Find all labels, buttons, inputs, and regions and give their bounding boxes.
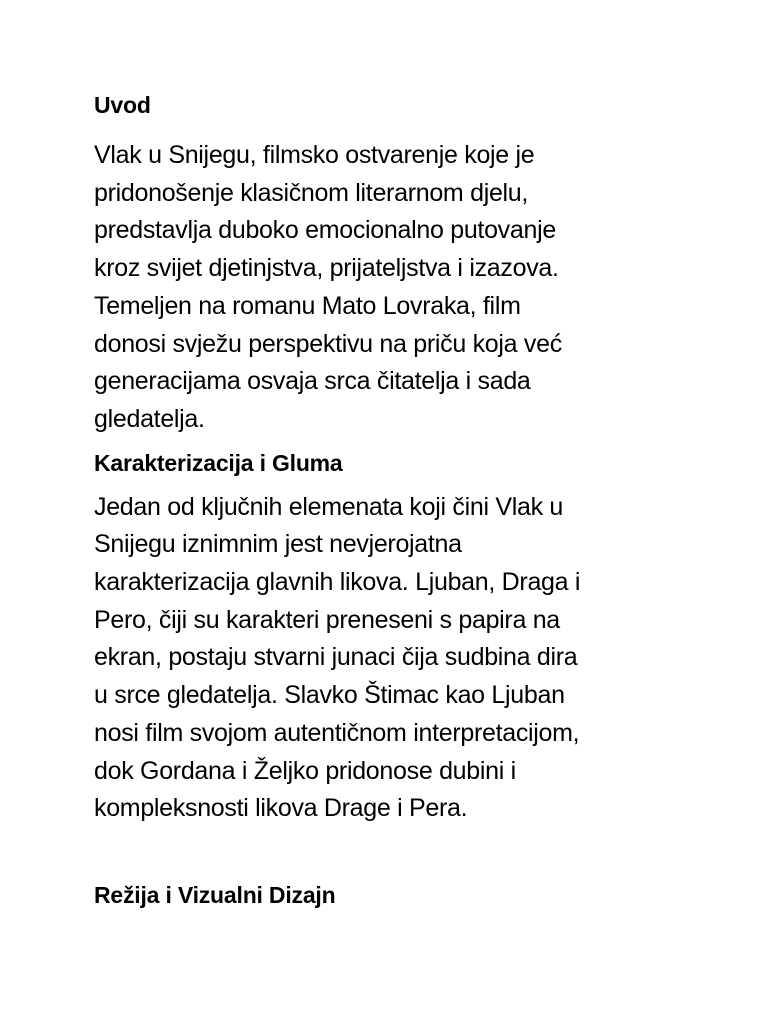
paragraph-line: Temeljen na romanu Mato Lovraka, film: [94, 291, 521, 320]
paragraph-line: Snijegu iznimnim jest nevjerojatna: [94, 530, 462, 559]
paragraph-line: u srce gledatelja. Slavko Štimac kao Ljuban: [94, 681, 565, 710]
paragraph-line: donosi svježu perspektivu na priču koja već: [94, 329, 562, 358]
paragraph-line: gledatelja.: [94, 404, 205, 433]
paragraph-line: pridonošenje klasičnom literarnom djelu,: [94, 178, 529, 207]
paragraph-line: ekran, postaju stvarni junaci čija sudbina dira: [94, 643, 578, 672]
paragraph-line: karakterizacija glavnih likova. Ljuban, Draga i: [94, 568, 581, 597]
paragraph-line: nosi film svojom autentičnom interpretacijom,: [94, 718, 580, 747]
section-paragraph-uvod: [94, 137, 694, 439]
paragraph-line: Vlak u Snijegu, filmsko ostvarenje koje je: [94, 141, 535, 169]
section-paragraph-karakterizacija: [94, 489, 694, 828]
paragraph-line: Pero, čiji su karakteri preneseni s papira na: [94, 605, 560, 634]
paragraph-line: kompleksnosti likova Drage i Pera.: [94, 794, 468, 823]
section-heading-rezija: Režija i Vizualni Dizajn: [94, 881, 336, 908]
paragraph-line: predstavlja duboko emocionalno putovanje: [94, 216, 556, 245]
paragraph-line: Jedan od ključnih elemenata koji čini Vlak u: [94, 492, 564, 521]
paragraph-line: kroz svijet djetinjstva, prijateljstva i izazova.: [94, 254, 559, 283]
section-heading-karakterizacija: Karakterizacija i Gluma: [94, 449, 343, 476]
paragraph-line: generacijama osvaja srca čitatelja i sada: [94, 367, 531, 396]
section-heading-uvod: Uvod: [94, 92, 151, 118]
paragraph-line: dok Gordana i Željko pridonose dubini i: [94, 756, 516, 785]
document-page: [94, 88, 694, 912]
